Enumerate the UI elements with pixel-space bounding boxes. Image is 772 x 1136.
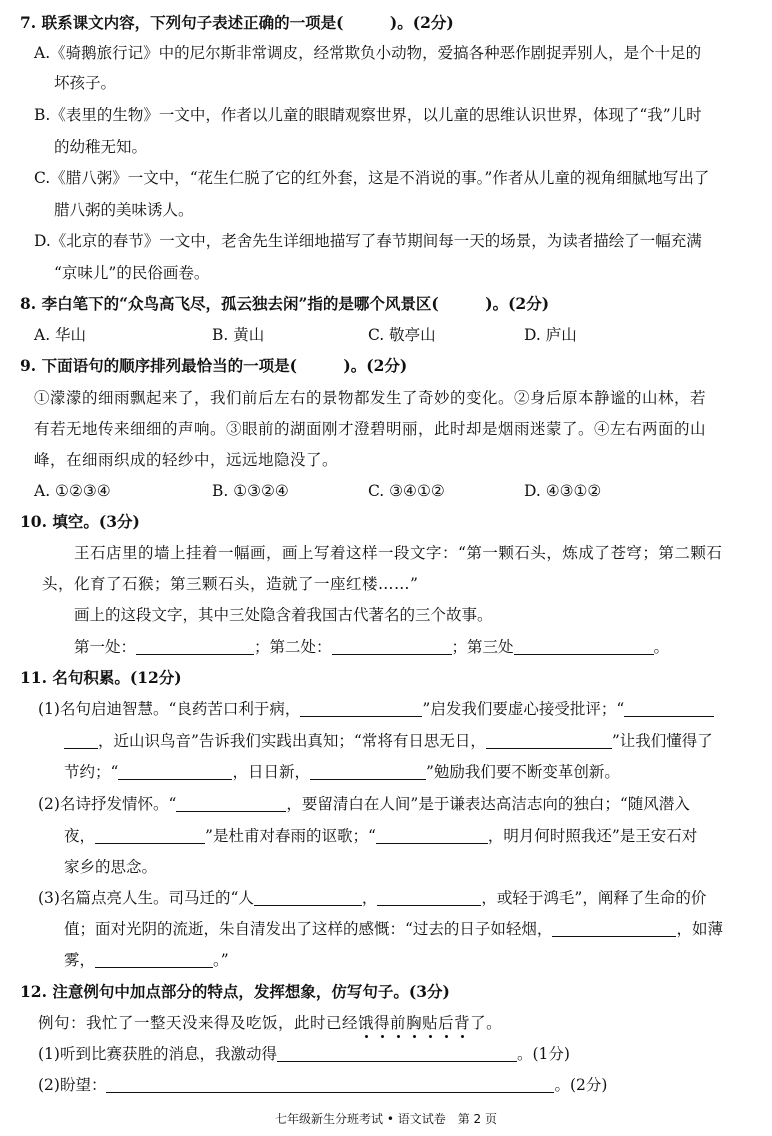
q11-1-text-c: ，近山识鸟音”告诉我们实践出真知；“常将有日思无日， [98,732,486,750]
q12-1-line [38,1043,570,1065]
q9-passage-line3: 峰，在细雨织成的轻纱中，远远地隐没了。 [34,451,339,469]
q11-3-blank-2[interactable] [377,889,481,906]
q9-option-a: A. ①②③④ [34,482,111,500]
q11-1-line2 [64,730,713,752]
q10-quote-line2: 头，化育了石猴；第三颗石头，造就了一座红楼……” [42,575,419,593]
q10-blank-3[interactable] [514,638,654,655]
q7-option-b-line1: B.《表里的生物》一文中，作者以儿童的眼睛观察世界，以儿童的思维认识世界，体现了“我”儿时 [34,106,702,124]
q8-stem: 8. 李白笔下的“众鸟高飞尽，孤云独去闲”指的是哪个风景区( )。(2分) [20,294,550,313]
q11-3-text-e: ，如薄 [676,920,723,938]
q11-1-text-a: (1)名句启迪智慧。“良药苦口利于病， [38,700,301,718]
emphasis-dot-char: 背 [454,1014,471,1032]
q12-example [38,1012,502,1034]
q9-passage-line2: 有若无地传来细细的声响。③眼前的湖面刚才澄碧明丽，此时却是烟雨迷蒙了。④左右两面的山 [34,420,707,438]
q7-option-d-line1: D.《北京的春节》一文中，老舍先生详细地描写了春节期间每一天的场景，为读者描绘了一幅充满 [34,232,702,250]
q11-2-text-b: ，要留清白在人间”是于谦表达高洁志向的独白；“随风潜入 [286,795,690,813]
q10-label-2: ；第二处： [254,638,332,656]
q11-1-line3 [64,761,620,783]
q11-3-blank-1[interactable] [254,889,362,906]
q9-option-b: B. ①③②④ [212,482,289,500]
q10-quote-line1: 王石店里的墙上挂着一幅画，画上写着这样一段文字：“第一颗石头，炼成了苍穹；第二颗石 [74,544,723,562]
q7-stem: 7. 联系课文内容，下列句子表述正确的一项是( )。(2分) [20,13,454,32]
q7-option-b-line2: 的幼稚无知。 [54,138,148,156]
q10-blank-1[interactable] [136,638,254,655]
q7-option-d-line2: “京味儿”的民俗画卷。 [54,264,210,282]
q11-3-line3 [64,949,229,971]
q11-3-blank-4[interactable] [95,951,213,968]
q9-option-d: D. ④③①② [524,482,602,500]
q11-1-blank-3[interactable] [486,732,612,749]
q11-1-blank-2[interactable] [624,700,714,717]
q8-option-a: A. 华山 [34,326,87,344]
q11-1-text-f: ，日日新， [232,763,310,781]
emphasis-dot-char: 前 [390,1014,407,1032]
q8-option-d: D. 庐山 [524,326,577,344]
q10-end: 。 [653,638,670,656]
q11-3-line1 [38,887,706,909]
q11-2-blank-2[interactable] [95,827,205,844]
q12-2-score: 。(2分) [554,1076,608,1094]
q11-3-blank-3[interactable] [552,920,676,937]
q11-2-line1 [38,793,690,815]
q11-2-text-a: (2)名诗抒发情怀。“ [38,795,177,813]
q11-3-line2 [64,918,723,940]
q12-2-blank[interactable] [106,1076,554,1093]
q10-label-3: ；第三处 [451,638,514,656]
q7-option-c-line2: 腊八粥的美味诱人。 [54,201,194,219]
q12-1-score: 。(1分) [516,1045,570,1063]
q9-stem: 9. 下面语句的顺序排列最恰当的一项是( )。(2分) [20,356,408,375]
q7-option-a-line1: A.《骑鹅旅行记》中的尼尔斯非常调皮，经常欺负小动物，爱搞各种恶作剧捉弄别人，是个十足的 [34,44,702,62]
q11-1-text-g: ”勉励我们要不断变革创新。 [425,763,620,781]
emphasis-dot-char: 饿 [358,1014,375,1032]
q12-stem: 12. 注意例句中加点部分的特点，发挥想象，仿写句子。(3分) [20,982,450,1001]
q12-example-dotted [358,1014,470,1032]
page-footer: 七年级新生分班考试 • 语文试卷 第 2 页 [275,1112,497,1126]
q10-blank-2[interactable] [332,638,452,655]
q11-1-text-d: ”让我们懂得了 [611,732,713,750]
q11-2-text-c: 夜， [64,827,96,845]
q9-option-c: C. ③④①② [368,482,445,500]
q11-2-line3: 家乡的思念。 [64,858,158,876]
q12-1-text: (1)听到比赛获胜的消息，我激动得 [38,1045,277,1063]
q11-1-line1 [38,698,714,720]
q12-1-blank[interactable] [277,1045,517,1062]
q11-2-text-d: ”是杜甫对春雨的讴歌；“ [205,827,376,845]
q11-1-blank-4[interactable] [118,763,232,780]
q12-example-end: 了。 [470,1014,503,1032]
emphasis-dot-char: 得 [374,1014,391,1032]
emphasis-dot-char: 贴 [422,1014,439,1032]
q11-1-text-b: ”启发我们要虚心接受批评；“ [422,700,625,718]
q12-2-text: (2)盼望： [38,1076,107,1094]
q11-3-text-c: ，或轻于鸿毛”，阐释了生命的价 [481,889,707,907]
q11-1-blank-2b[interactable] [64,732,98,749]
emphasis-dot-char: 胸 [406,1014,423,1032]
q10-label-1: 第一处： [74,638,137,656]
q8-option-b: B. 黄山 [212,326,265,344]
q11-3-text-g: 。” [213,951,229,969]
emphasis-dot-char: 后 [438,1014,455,1032]
q11-1-blank-5[interactable] [310,763,426,780]
q11-1-blank-1[interactable] [300,700,422,717]
q7-option-a-line2: 坏孩子。 [54,74,117,92]
q12-example-text: 例句：我忙了一整天没来得及吃饭，此时已经 [38,1014,359,1032]
q7-option-c-line1: C.《腊八粥》一文中，“花生仁脱了它的红外套，这是不消说的事。”作者从儿童的视角细腻地写出了 [34,169,710,187]
q10-stem: 10. 填空。(3分) [20,512,140,531]
q11-3-text-d: 值；面对光阴的流逝，朱自清发出了这样的感慨：“过去的日子如轻烟， [64,920,553,938]
q11-3-text-f: 雾， [64,951,96,969]
q10-fill-row [74,636,669,658]
q11-stem: 11. 名句积累。(12分) [20,668,182,687]
q12-2-line [38,1074,607,1096]
q8-option-c: C. 敬亭山 [368,326,436,344]
q10-instruction: 画上的这段文字，其中三处隐含着我国古代著名的三个故事。 [74,606,493,624]
q9-passage-line1: ①濛濛的细雨飘起来了，我们前后左右的景物都发生了奇妙的变化。②身后原本静谧的山林，若 [34,389,707,407]
q11-2-text-e: ，明月何时照我还”是王安石对 [487,827,698,845]
q11-2-blank-1[interactable] [176,795,286,812]
q11-3-text-b: ， [361,889,378,907]
q11-3-text-a: (3)名篇点亮人生。司马迁的“人 [38,889,254,907]
q11-2-blank-3[interactable] [376,827,488,844]
q11-1-text-e: 节约；“ [64,763,119,781]
q11-2-line2 [64,825,697,847]
